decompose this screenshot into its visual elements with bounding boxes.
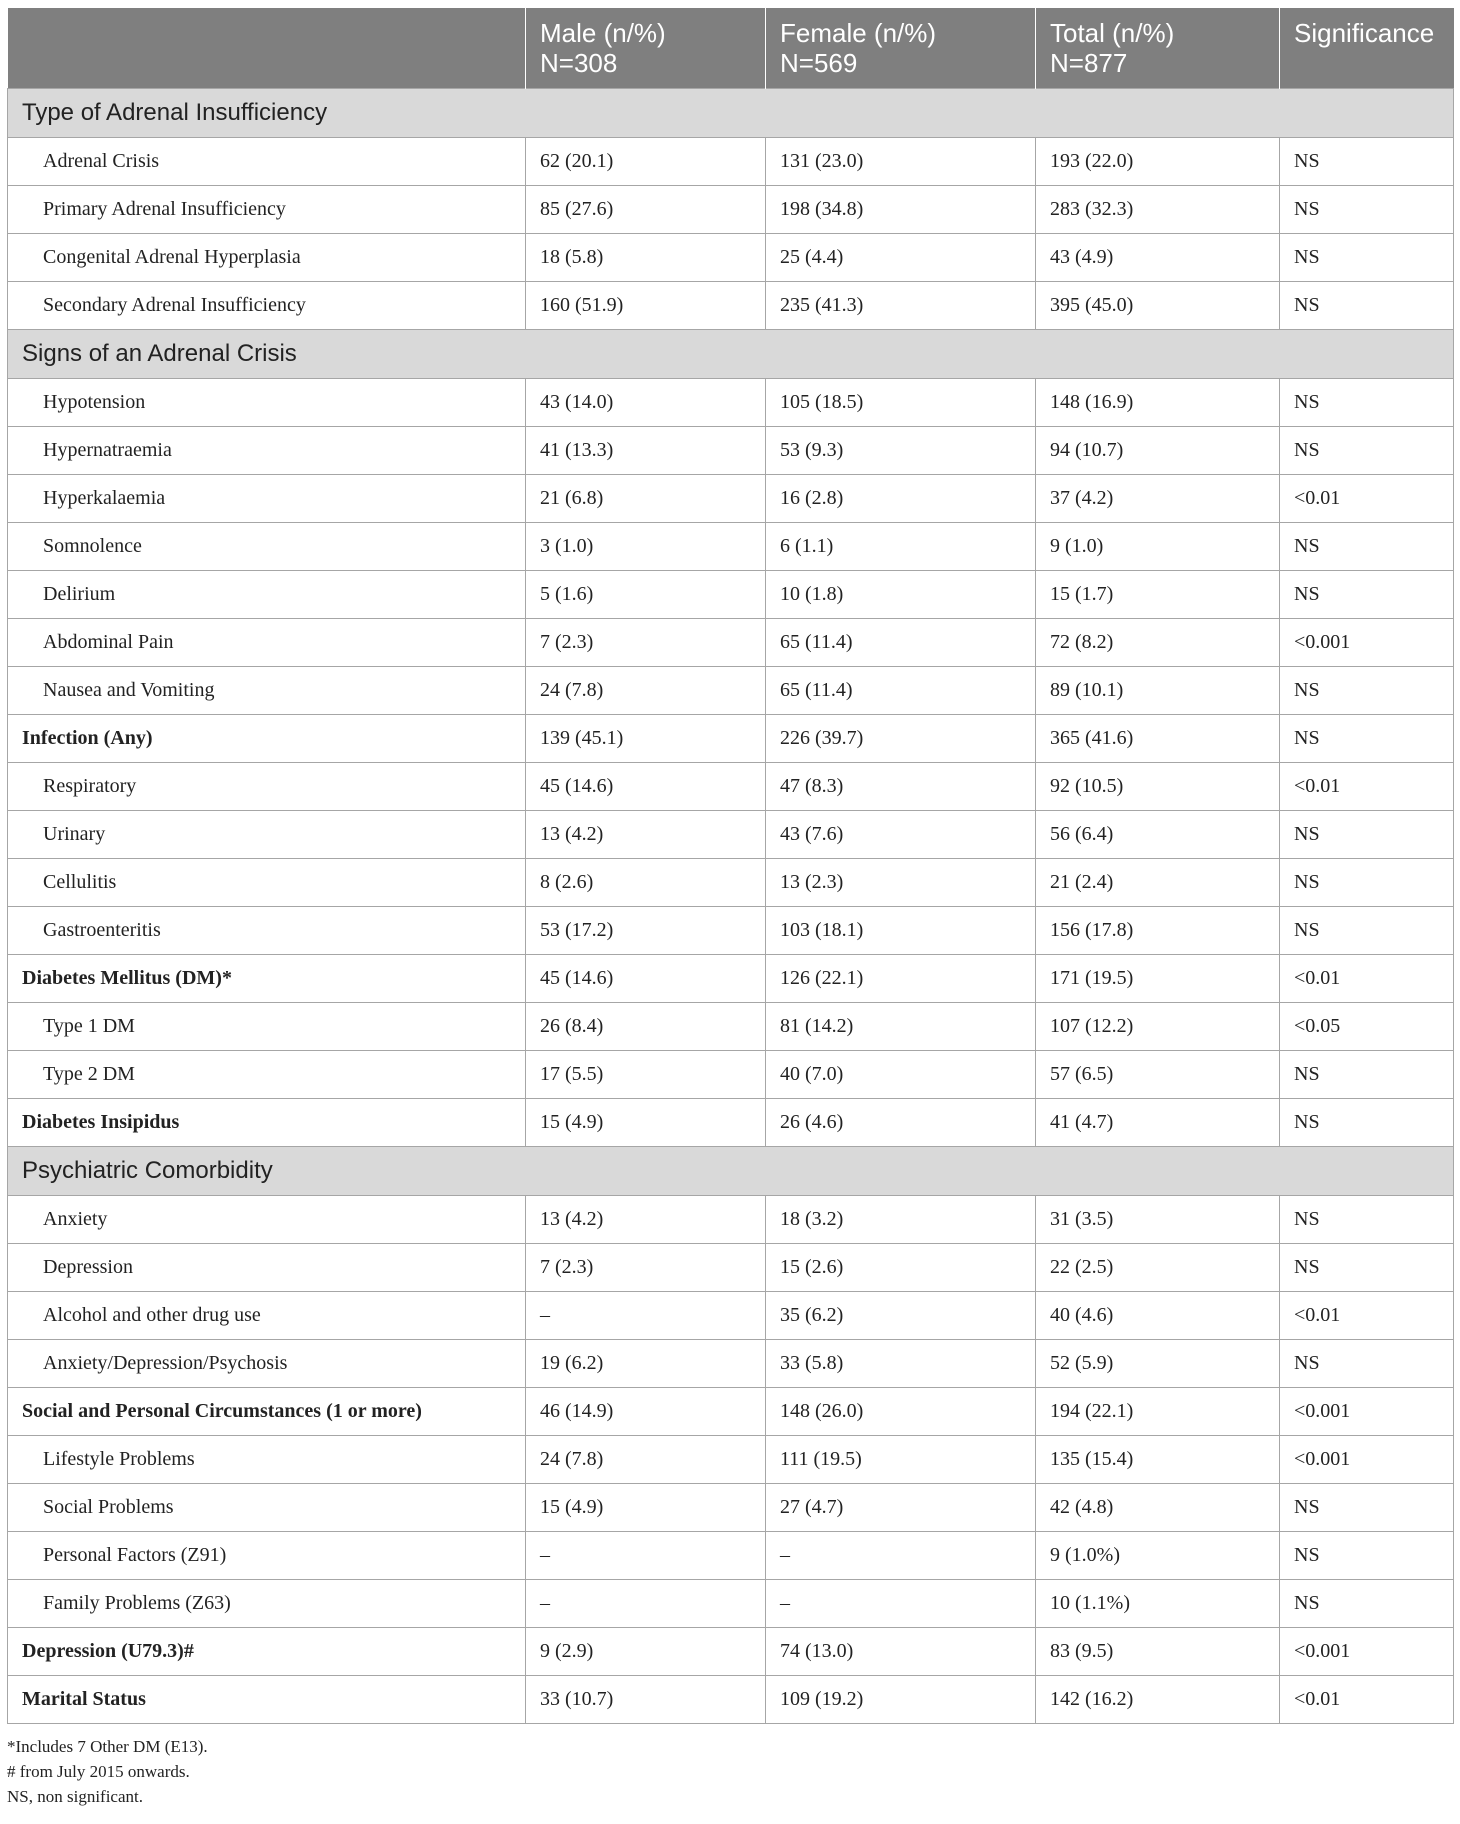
row-label: Depression (U79.3)#: [8, 1628, 526, 1676]
total-value: 83 (9.5): [1036, 1628, 1280, 1676]
table-row: [8, 234, 1454, 282]
row-label: Type 2 DM: [8, 1051, 526, 1099]
row-label: Hypernatraemia: [8, 427, 526, 475]
header-line: Female (n/%): [780, 18, 937, 48]
section-row: [8, 330, 1454, 379]
male-value: –: [526, 1292, 766, 1340]
significance-value: NS: [1280, 667, 1454, 715]
row-label: Cellulitis: [8, 859, 526, 907]
row-label: Secondary Adrenal Insufficiency: [8, 282, 526, 330]
footnote: NS, non significant.: [7, 1787, 143, 1806]
male-value: 45 (14.6): [526, 763, 766, 811]
table-row: [8, 1532, 1454, 1580]
total-value: 142 (16.2): [1036, 1676, 1280, 1724]
female-value: 235 (41.3): [766, 282, 1036, 330]
row-label: Diabetes Mellitus (DM)*: [8, 955, 526, 1003]
female-value: 109 (19.2): [766, 1676, 1036, 1724]
row-label: Hypotension: [8, 379, 526, 427]
row-label: Congenital Adrenal Hyperplasia: [8, 234, 526, 282]
significance-value: <0.001: [1280, 1628, 1454, 1676]
table-row: [8, 907, 1454, 955]
female-value: 43 (7.6): [766, 811, 1036, 859]
male-value: 8 (2.6): [526, 859, 766, 907]
row-label: Social Problems: [8, 1484, 526, 1532]
row-label: Delirium: [8, 571, 526, 619]
table-row: [8, 1003, 1454, 1051]
total-value: 365 (41.6): [1036, 715, 1280, 763]
footnotes: [7, 1734, 1453, 1809]
table-row: [8, 667, 1454, 715]
row-label: Depression: [8, 1244, 526, 1292]
data-table-container: [7, 8, 1453, 1809]
significance-value: <0.05: [1280, 1003, 1454, 1051]
female-value: 6 (1.1): [766, 523, 1036, 571]
male-value: 33 (10.7): [526, 1676, 766, 1724]
row-label: Adrenal Crisis: [8, 138, 526, 186]
total-value: 9 (1.0%): [1036, 1532, 1280, 1580]
table-row: [8, 955, 1454, 1003]
significance-value: <0.01: [1280, 475, 1454, 523]
row-label: Urinary: [8, 811, 526, 859]
total-value: 56 (6.4): [1036, 811, 1280, 859]
row-label: Diabetes Insipidus: [8, 1099, 526, 1147]
table-row: [8, 811, 1454, 859]
total-value: 21 (2.4): [1036, 859, 1280, 907]
significance-value: NS: [1280, 715, 1454, 763]
row-label: Nausea and Vomiting: [8, 667, 526, 715]
row-label: Primary Adrenal Insufficiency: [8, 186, 526, 234]
header-line: Total (n/%): [1050, 18, 1175, 48]
header-line: N=569: [780, 48, 858, 78]
significance-value: NS: [1280, 282, 1454, 330]
table-row: [8, 1484, 1454, 1532]
total-value: 72 (8.2): [1036, 619, 1280, 667]
total-value: 193 (22.0): [1036, 138, 1280, 186]
table-row: [8, 1292, 1454, 1340]
section-label: Psychiatric Comorbidity: [8, 1147, 1454, 1196]
table-row: [8, 1051, 1454, 1099]
male-value: 41 (13.3): [526, 427, 766, 475]
total-value: 9 (1.0): [1036, 523, 1280, 571]
header-cell-significance: [1280, 8, 1454, 89]
male-value: –: [526, 1532, 766, 1580]
significance-value: <0.01: [1280, 955, 1454, 1003]
significance-value: NS: [1280, 1580, 1454, 1628]
total-value: 41 (4.7): [1036, 1099, 1280, 1147]
section-label: Type of Adrenal Insufficiency: [8, 89, 1454, 138]
male-value: 3 (1.0): [526, 523, 766, 571]
female-value: 105 (18.5): [766, 379, 1036, 427]
female-value: 10 (1.8): [766, 571, 1036, 619]
row-label: Alcohol and other drug use: [8, 1292, 526, 1340]
significance-value: NS: [1280, 1484, 1454, 1532]
significance-value: <0.01: [1280, 763, 1454, 811]
table-row: [8, 186, 1454, 234]
row-label: Abdominal Pain: [8, 619, 526, 667]
male-value: 43 (14.0): [526, 379, 766, 427]
total-value: 43 (4.9): [1036, 234, 1280, 282]
row-label: Personal Factors (Z91): [8, 1532, 526, 1580]
header-cell-total: [1036, 8, 1280, 89]
male-value: 19 (6.2): [526, 1340, 766, 1388]
significance-value: <0.01: [1280, 1676, 1454, 1724]
footnote: # from July 2015 onwards.: [7, 1762, 190, 1781]
significance-value: NS: [1280, 859, 1454, 907]
female-value: 126 (22.1): [766, 955, 1036, 1003]
significance-value: NS: [1280, 1051, 1454, 1099]
female-value: 25 (4.4): [766, 234, 1036, 282]
total-value: 92 (10.5): [1036, 763, 1280, 811]
table-row: [8, 859, 1454, 907]
row-label: Gastroenteritis: [8, 907, 526, 955]
row-label: Respiratory: [8, 763, 526, 811]
female-value: 18 (3.2): [766, 1196, 1036, 1244]
female-value: –: [766, 1580, 1036, 1628]
total-value: 156 (17.8): [1036, 907, 1280, 955]
header-line: N=877: [1050, 48, 1128, 78]
significance-value: NS: [1280, 1532, 1454, 1580]
table-row: [8, 1196, 1454, 1244]
male-value: 53 (17.2): [526, 907, 766, 955]
header-row: [8, 8, 1454, 89]
table-row: [8, 1244, 1454, 1292]
female-value: 65 (11.4): [766, 667, 1036, 715]
row-label: Hyperkalaemia: [8, 475, 526, 523]
male-value: 5 (1.6): [526, 571, 766, 619]
female-value: 15 (2.6): [766, 1244, 1036, 1292]
female-value: 198 (34.8): [766, 186, 1036, 234]
male-value: 139 (45.1): [526, 715, 766, 763]
section-row: [8, 89, 1454, 138]
female-value: 81 (14.2): [766, 1003, 1036, 1051]
significance-value: NS: [1280, 523, 1454, 571]
total-value: 135 (15.4): [1036, 1436, 1280, 1484]
header-cell-male: [526, 8, 766, 89]
female-value: 40 (7.0): [766, 1051, 1036, 1099]
female-value: –: [766, 1532, 1036, 1580]
significance-value: NS: [1280, 1244, 1454, 1292]
section-row: [8, 1147, 1454, 1196]
row-label: Family Problems (Z63): [8, 1580, 526, 1628]
significance-value: NS: [1280, 138, 1454, 186]
table-row: [8, 571, 1454, 619]
total-value: 52 (5.9): [1036, 1340, 1280, 1388]
table-row: [8, 282, 1454, 330]
total-value: 57 (6.5): [1036, 1051, 1280, 1099]
male-value: –: [526, 1580, 766, 1628]
female-value: 27 (4.7): [766, 1484, 1036, 1532]
male-value: 24 (7.8): [526, 1436, 766, 1484]
table-row: [8, 763, 1454, 811]
table-row: [8, 619, 1454, 667]
row-label: Anxiety/Depression/Psychosis: [8, 1340, 526, 1388]
header-line: N=308: [540, 48, 618, 78]
total-value: 31 (3.5): [1036, 1196, 1280, 1244]
significance-value: NS: [1280, 1196, 1454, 1244]
table-row: [8, 523, 1454, 571]
female-value: 103 (18.1): [766, 907, 1036, 955]
table-row: [8, 715, 1454, 763]
significance-value: NS: [1280, 811, 1454, 859]
header-line: Significance: [1294, 18, 1435, 48]
significance-value: NS: [1280, 1340, 1454, 1388]
significance-value: NS: [1280, 234, 1454, 282]
significance-value: NS: [1280, 571, 1454, 619]
male-value: 13 (4.2): [526, 1196, 766, 1244]
total-value: 10 (1.1%): [1036, 1580, 1280, 1628]
female-value: 226 (39.7): [766, 715, 1036, 763]
significance-value: <0.01: [1280, 1292, 1454, 1340]
section-label: Signs of an Adrenal Crisis: [8, 330, 1454, 379]
total-value: 37 (4.2): [1036, 475, 1280, 523]
significance-value: NS: [1280, 907, 1454, 955]
male-value: 7 (2.3): [526, 1244, 766, 1292]
total-value: 40 (4.6): [1036, 1292, 1280, 1340]
significance-value: <0.001: [1280, 1388, 1454, 1436]
male-value: 7 (2.3): [526, 619, 766, 667]
male-value: 18 (5.8): [526, 234, 766, 282]
female-value: 35 (6.2): [766, 1292, 1036, 1340]
table-row: [8, 1676, 1454, 1724]
table-row: [8, 138, 1454, 186]
table-row: [8, 379, 1454, 427]
table-row: [8, 1580, 1454, 1628]
female-value: 33 (5.8): [766, 1340, 1036, 1388]
male-value: 15 (4.9): [526, 1099, 766, 1147]
significance-value: <0.001: [1280, 619, 1454, 667]
row-label: Anxiety: [8, 1196, 526, 1244]
table-row: [8, 475, 1454, 523]
total-value: 283 (32.3): [1036, 186, 1280, 234]
total-value: 171 (19.5): [1036, 955, 1280, 1003]
table-row: [8, 1099, 1454, 1147]
total-value: 89 (10.1): [1036, 667, 1280, 715]
table-row: [8, 427, 1454, 475]
significance-value: NS: [1280, 186, 1454, 234]
table-row: [8, 1388, 1454, 1436]
table-row: [8, 1628, 1454, 1676]
male-value: 46 (14.9): [526, 1388, 766, 1436]
total-value: 194 (22.1): [1036, 1388, 1280, 1436]
female-value: 111 (19.5): [766, 1436, 1036, 1484]
female-value: 47 (8.3): [766, 763, 1036, 811]
male-value: 24 (7.8): [526, 667, 766, 715]
male-value: 26 (8.4): [526, 1003, 766, 1051]
female-value: 74 (13.0): [766, 1628, 1036, 1676]
total-value: 15 (1.7): [1036, 571, 1280, 619]
total-value: 148 (16.9): [1036, 379, 1280, 427]
table-body: [8, 89, 1454, 1724]
female-value: 16 (2.8): [766, 475, 1036, 523]
male-value: 21 (6.8): [526, 475, 766, 523]
female-value: 148 (26.0): [766, 1388, 1036, 1436]
table-row: [8, 1340, 1454, 1388]
table-row: [8, 1436, 1454, 1484]
row-label: Marital Status: [8, 1676, 526, 1724]
female-value: 13 (2.3): [766, 859, 1036, 907]
row-label: Type 1 DM: [8, 1003, 526, 1051]
significance-value: <0.001: [1280, 1436, 1454, 1484]
header-cell-female: [766, 8, 1036, 89]
footnote: *Includes 7 Other DM (E13).: [7, 1737, 208, 1756]
significance-value: NS: [1280, 1099, 1454, 1147]
row-label: Lifestyle Problems: [8, 1436, 526, 1484]
total-value: 395 (45.0): [1036, 282, 1280, 330]
male-value: 160 (51.9): [526, 282, 766, 330]
female-value: 131 (23.0): [766, 138, 1036, 186]
row-label: Somnolence: [8, 523, 526, 571]
female-value: 53 (9.3): [766, 427, 1036, 475]
header-cell-label: [8, 8, 526, 89]
male-value: 85 (27.6): [526, 186, 766, 234]
male-value: 45 (14.6): [526, 955, 766, 1003]
total-value: 22 (2.5): [1036, 1244, 1280, 1292]
female-value: 65 (11.4): [766, 619, 1036, 667]
total-value: 94 (10.7): [1036, 427, 1280, 475]
total-value: 107 (12.2): [1036, 1003, 1280, 1051]
total-value: 42 (4.8): [1036, 1484, 1280, 1532]
significance-value: NS: [1280, 379, 1454, 427]
row-label: Infection (Any): [8, 715, 526, 763]
male-value: 13 (4.2): [526, 811, 766, 859]
female-value: 26 (4.6): [766, 1099, 1036, 1147]
male-value: 9 (2.9): [526, 1628, 766, 1676]
header-line: Male (n/%): [540, 18, 666, 48]
data-table: [7, 8, 1454, 1724]
male-value: 17 (5.5): [526, 1051, 766, 1099]
significance-value: NS: [1280, 427, 1454, 475]
male-value: 62 (20.1): [526, 138, 766, 186]
male-value: 15 (4.9): [526, 1484, 766, 1532]
row-label: Social and Personal Circumstances (1 or more): [8, 1388, 526, 1436]
